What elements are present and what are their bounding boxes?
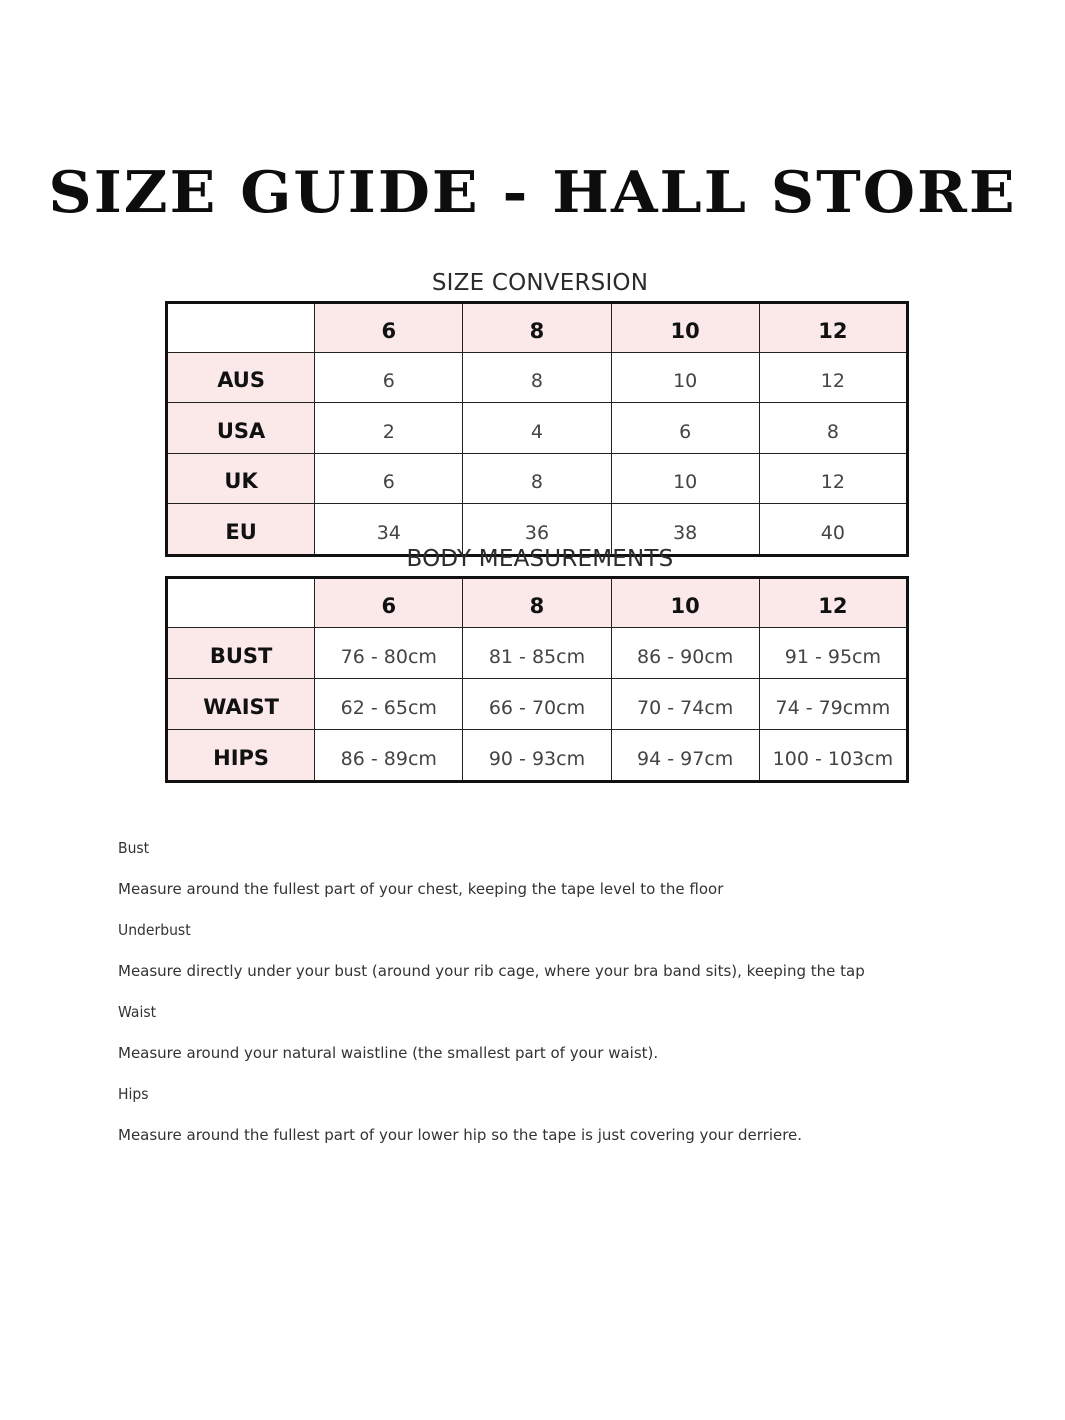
- table-cell: 6: [611, 403, 759, 454]
- table-cell: 12: [759, 453, 907, 504]
- table-cell: 34: [315, 504, 463, 556]
- row-header: USA: [167, 403, 315, 454]
- table-cell: 8: [463, 453, 611, 504]
- table-cell: 8: [463, 352, 611, 403]
- row-header: BUST: [167, 628, 315, 679]
- note-label-underbust: Underbust: [118, 921, 191, 939]
- page-title: SIZE GUIDE - HALL STORE: [48, 159, 1017, 227]
- row-header: UK: [167, 453, 315, 504]
- table-row: [167, 628, 908, 679]
- table-cell: 40: [759, 504, 907, 556]
- table-cell: 8: [759, 403, 907, 454]
- table-cell: 91 - 95cm: [759, 628, 907, 679]
- note-text-waist: Measure around your natural waistline (the smallest part of your waist).: [118, 1044, 659, 1062]
- row-header: WAIST: [167, 679, 315, 730]
- table-cell: 2: [315, 403, 463, 454]
- table-cell: 12: [759, 352, 907, 403]
- table-cell: 62 - 65cm: [315, 679, 463, 730]
- column-header: 10: [611, 578, 759, 628]
- body-measurements-table: [165, 576, 909, 783]
- size-conversion-heading: SIZE CONVERSION: [431, 270, 649, 296]
- table-row: [167, 352, 908, 403]
- table-cell: 74 - 79cmm: [759, 679, 907, 730]
- table-header-row: [167, 578, 908, 628]
- table-cell: 10: [611, 352, 759, 403]
- column-header: 8: [463, 578, 611, 628]
- table-cell: 38: [611, 504, 759, 556]
- note-label-bust: Bust: [118, 839, 150, 857]
- column-header: 10: [611, 303, 759, 353]
- column-header: 12: [759, 303, 907, 353]
- table-cell: 94 - 97cm: [611, 730, 759, 782]
- column-header: 8: [463, 303, 611, 353]
- table-cell: 6: [315, 352, 463, 403]
- note-label-hips: Hips: [118, 1085, 149, 1103]
- note-text-bust: Measure around the fullest part of your chest, keeping the tape level to the floor: [118, 880, 724, 898]
- table-cell: 36: [463, 504, 611, 556]
- size-conversion-table: [165, 301, 909, 557]
- table-corner-cell: [167, 578, 315, 628]
- table-cell: 86 - 90cm: [611, 628, 759, 679]
- table-cell: 6: [315, 453, 463, 504]
- table-row: [167, 403, 908, 454]
- table-header-row: [167, 303, 908, 353]
- table-cell: 76 - 80cm: [315, 628, 463, 679]
- table-cell: 66 - 70cm: [463, 679, 611, 730]
- column-header: 6: [315, 303, 463, 353]
- note-label-waist: Waist: [118, 1003, 157, 1021]
- table-cell: 90 - 93cm: [463, 730, 611, 782]
- table-row: [167, 453, 908, 504]
- table-corner-cell: [167, 303, 315, 353]
- table-cell: 86 - 89cm: [315, 730, 463, 782]
- table-cell: 70 - 74cm: [611, 679, 759, 730]
- note-text-underbust: Measure directly under your bust (around your rib cage, where your bra band sits), keeping the tap: [118, 962, 865, 980]
- body-measurements-heading: BODY MEASUREMENTS: [406, 546, 674, 572]
- column-header: 6: [315, 578, 463, 628]
- table-cell: 10: [611, 453, 759, 504]
- row-header: AUS: [167, 352, 315, 403]
- column-header: 12: [759, 578, 907, 628]
- table-cell: 81 - 85cm: [463, 628, 611, 679]
- measuring-notes: [118, 836, 978, 1164]
- row-header: EU: [167, 504, 315, 556]
- table-cell: 100 - 103cm: [759, 730, 907, 782]
- table-cell: 4: [463, 403, 611, 454]
- row-header: HIPS: [167, 730, 315, 782]
- table-row: [167, 679, 908, 730]
- note-text-hips: Measure around the fullest part of your lower hip so the tape is just covering your derriere.: [118, 1126, 803, 1144]
- table-row: [167, 730, 908, 782]
